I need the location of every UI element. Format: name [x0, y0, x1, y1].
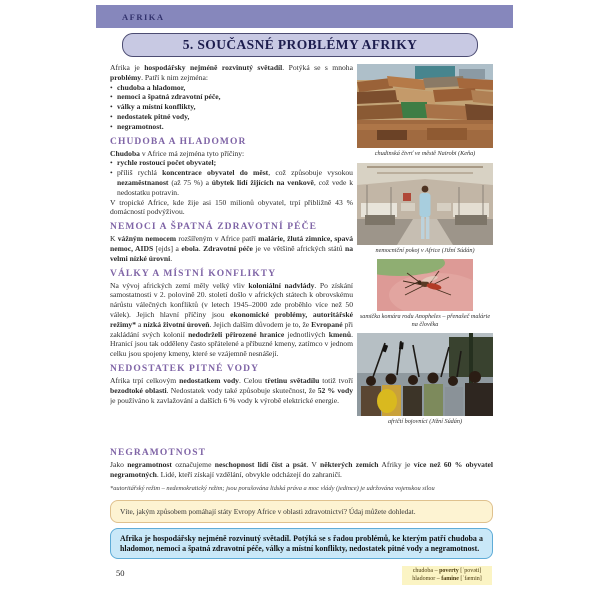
figure-caption: samička komára rodu Anopheles – přenašeč malárie na člověka — [359, 313, 491, 328]
slum-photo — [357, 64, 493, 148]
intro-paragraph: Afrika je hospodářsky nejméně rozvinutý světadíl. Potýká se s mnoha problémy. Patří k nim zejména: — [110, 63, 353, 82]
bullet-marker: • — [110, 121, 113, 131]
disease-paragraph: K vážným nemocem rozšířeným v Africe patří malárie, žlutá zimnice, spavá nemoc, AIDS [ejds] a ebola. Zdravotní péče je ve většině afrických států na velmi nízké úrovni. — [110, 234, 353, 263]
section-heading-wars: VÁLKY A MÍSTNÍ KONFLIKTY — [110, 268, 277, 279]
hospital-photo — [357, 163, 493, 245]
chapter-label: AFRIKA — [122, 11, 165, 22]
list-item: • negramotnost. — [110, 121, 164, 131]
bullet-marker: • — [110, 92, 113, 102]
poverty-closing-paragraph: V tropické Africe, kde žije asi 150 milionů obyvatel, trpí přibližně 43 % domácností podvýživou. — [110, 197, 353, 217]
summary-box: Afrika je hospodářsky nejméně rozvinutý světadíl. Potýká se s řadou problémů, ke kterým patří chudoba a hladomor, nemoci a špatná zdravotní péče, války a místní konflikty, nedostatek pitné vody a negramotnost. — [110, 528, 493, 559]
vocab-row: chudoba – poverty [ˈpovəti] — [412, 568, 482, 574]
bullet-marker: • — [110, 111, 113, 121]
figure-mosquito — [357, 259, 493, 328]
figure-fighters — [357, 333, 493, 426]
poverty-lead-paragraph: Chudoba v Africe má zejména tyto příčiny: — [110, 148, 245, 158]
question-box: Víte, jakým způsobem pomáhají státy Evropy Africe v oblasti zdravotnictví? Údaj můžete dohledat. — [110, 500, 493, 523]
chapter-header-bar — [96, 5, 513, 28]
list-item: • nemoci a špatná zdravotní péče, — [110, 92, 221, 102]
fighters-photo — [357, 333, 493, 416]
bullet-marker: • — [110, 168, 113, 178]
list-item: • rychle rostoucí počet obyvatel; — [110, 158, 217, 168]
figure-column — [357, 64, 493, 431]
mosquito-photo — [377, 259, 473, 311]
vocab-row: hladomor – famine [ˈfæmin] — [412, 575, 482, 582]
figure-hospital — [357, 163, 493, 255]
list-item: • chudoba a hladomor, — [110, 82, 186, 92]
page-number: 50 — [116, 568, 125, 578]
section-heading-illiteracy: NEGRAMOTNOST — [110, 448, 207, 458]
list-item: • války a místní konflikty, — [110, 102, 196, 112]
illiteracy-section — [110, 448, 493, 492]
vocab-box — [402, 566, 492, 585]
illiteracy-paragraph: Jako negramotnost označujeme neschopnost lidí číst a psát. V některých zemích Afriky je více než 60 % obyvatel negramotných. Lidé, kteří získají vzdělání, obvykle odcházejí do zahraničí. — [110, 460, 493, 479]
bullet-marker: • — [110, 82, 113, 92]
list-item: • nedostatek pitné vody, — [110, 111, 190, 121]
list-item: • příliš rychlá koncentrace obyvatel do měst, což způsobuje vysokou nezaměstnanost (až 75 %) a úbytek lidí žijících na venkově, což vede k nedostatku potravin. — [110, 168, 353, 197]
figure-slum — [357, 64, 493, 158]
figure-caption: afričtí bojovníci (Jižní Súdán) — [387, 418, 463, 426]
intro-bullet-list — [110, 83, 353, 132]
footnote: *autoritářský režim – nedemokratický režim; jsou porušována lidská práva a moc vlády (jedince) je udržována vojenskou silou — [110, 484, 435, 492]
section-heading-water: NEDOSTATEK PITNÉ VODY — [110, 363, 260, 374]
lesson-title: 5. SOUČASNÉ PROBLÉMY AFRIKY — [182, 37, 418, 52]
section-heading-poverty: CHUDOBA A HLADOMOR — [110, 136, 247, 147]
section-heading-disease: NEMOCI A ŠPATNÁ ZDRAVOTNÍ PÉČE — [110, 222, 318, 233]
wars-paragraph: Na vývoj afrických zemí měly velký vliv koloniální nadvlády. Po získání samostatnosti v 2. polovině 20. století došlo v afrických státech k obrovskému nárůstu válečných konfliktů (v letech 1945–2000 zde proběhlo více než 50 válek). Jejich hlavní příčiny jsou ekonomické problémy, autoritářské režimy* a nízká životní úroveň. Jejich dalším důvodem je to, že Evropané při zakládání svých kolonií nedodrželi přirozené hranice jednotlivých kmenů. Hranicí jsou tak odděleny často spřátelené a příbuzné kmeny, zatímco v jednom celku jsou spojeny kmeny, které se vzájemně nesnášejí. — [110, 280, 353, 359]
main-text-column — [110, 63, 353, 449]
water-paragraph: Afrika trpí celkovým nedostatkem vody. Celou třetinu světadílu totiž tvoří bezodtoké oblasti. Nedostatek vody také způsobuje skutečnost, že 52 % vody je používáno k zavlažování a dalších 6 % vody k výrobě elektrické energie. — [110, 375, 353, 405]
figure-caption: nemocniční pokoj v Africe (Jižní Súdán) — [375, 246, 475, 254]
lesson-title-box — [122, 33, 478, 57]
bullet-marker: • — [110, 158, 113, 168]
figure-caption: chudinská čtvrť ve městě Nairobi (Keňa) — [374, 150, 476, 157]
bullet-marker: • — [110, 102, 113, 112]
